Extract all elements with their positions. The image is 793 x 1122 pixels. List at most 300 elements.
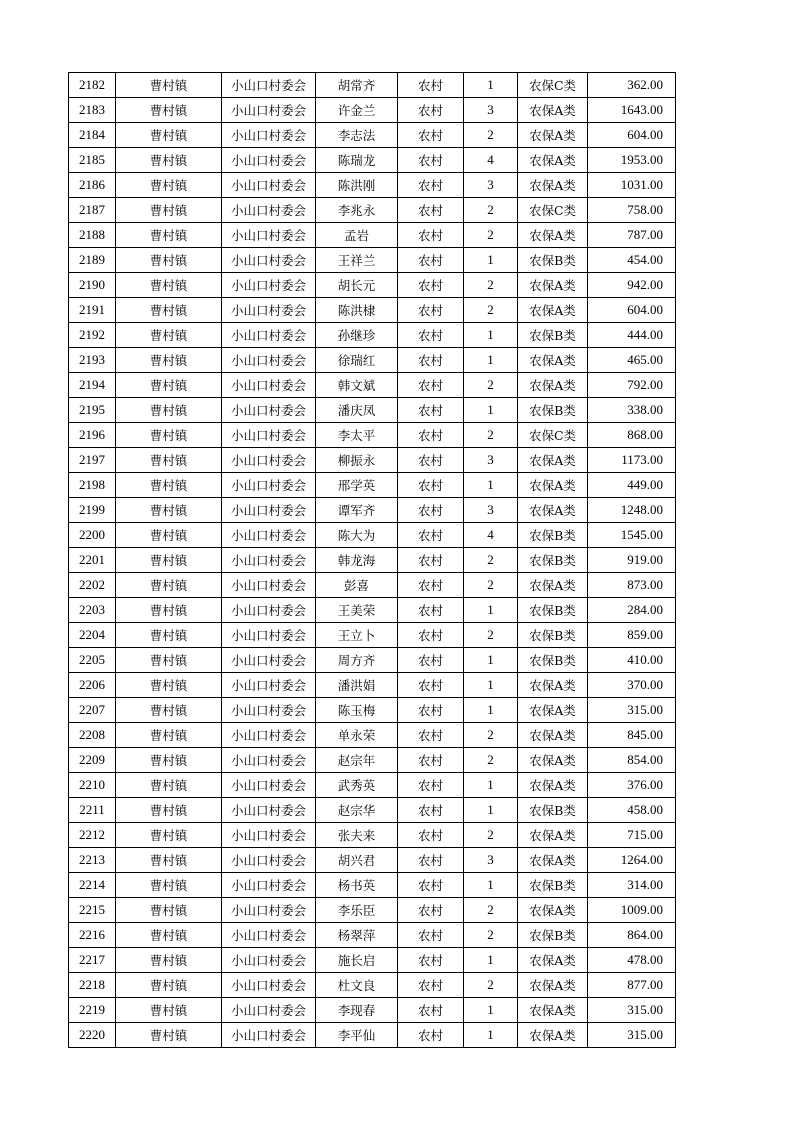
area-type-cell: 农村 (398, 848, 464, 873)
row-number-cell: 2183 (69, 98, 116, 123)
amount-cell: 1643.00 (588, 98, 676, 123)
area-type-cell: 农村 (398, 798, 464, 823)
name-cell: 陈瑞龙 (316, 148, 398, 173)
table-row (69, 498, 676, 523)
area-type-cell: 农村 (398, 348, 464, 373)
area-type-cell: 农村 (398, 498, 464, 523)
name-cell: 孙继珍 (316, 323, 398, 348)
village-committee-cell: 小山口村委会 (222, 798, 316, 823)
village-committee-cell: 小山口村委会 (222, 773, 316, 798)
town-cell: 曹村镇 (116, 623, 222, 648)
household-size-cell: 3 (464, 98, 518, 123)
household-size-cell: 2 (464, 573, 518, 598)
town-cell: 曹村镇 (116, 323, 222, 348)
name-cell: 周方齐 (316, 648, 398, 673)
category-cell: 农保A类 (518, 298, 588, 323)
household-size-cell: 1 (464, 648, 518, 673)
category-cell: 农保B类 (518, 523, 588, 548)
town-cell: 曹村镇 (116, 298, 222, 323)
category-cell: 农保A类 (518, 748, 588, 773)
name-cell: 彭喜 (316, 573, 398, 598)
table-row (69, 173, 676, 198)
amount-cell: 454.00 (588, 248, 676, 273)
amount-cell: 315.00 (588, 1023, 676, 1048)
name-cell: 单永荣 (316, 723, 398, 748)
table-row (69, 73, 676, 98)
table-row (69, 948, 676, 973)
name-cell: 李太平 (316, 423, 398, 448)
category-cell: 农保A类 (518, 948, 588, 973)
village-committee-cell: 小山口村委会 (222, 548, 316, 573)
row-number-cell: 2189 (69, 248, 116, 273)
table-row (69, 473, 676, 498)
amount-cell: 873.00 (588, 573, 676, 598)
area-type-cell: 农村 (398, 273, 464, 298)
area-type-cell: 农村 (398, 573, 464, 598)
table-row (69, 623, 676, 648)
name-cell: 徐瑞红 (316, 348, 398, 373)
category-cell: 农保C类 (518, 198, 588, 223)
table-row (69, 348, 676, 373)
town-cell: 曹村镇 (116, 98, 222, 123)
household-size-cell: 1 (464, 698, 518, 723)
town-cell: 曹村镇 (116, 848, 222, 873)
table-row (69, 723, 676, 748)
town-cell: 曹村镇 (116, 273, 222, 298)
town-cell: 曹村镇 (116, 698, 222, 723)
area-type-cell: 农村 (398, 998, 464, 1023)
area-type-cell: 农村 (398, 523, 464, 548)
amount-cell: 1953.00 (588, 148, 676, 173)
town-cell: 曹村镇 (116, 648, 222, 673)
table-row (69, 573, 676, 598)
village-committee-cell: 小山口村委会 (222, 173, 316, 198)
data-table (68, 72, 676, 1048)
village-committee-cell: 小山口村委会 (222, 148, 316, 173)
amount-cell: 478.00 (588, 948, 676, 973)
row-number-cell: 2201 (69, 548, 116, 573)
category-cell: 农保A类 (518, 698, 588, 723)
category-cell: 农保A类 (518, 823, 588, 848)
row-number-cell: 2200 (69, 523, 116, 548)
household-size-cell: 3 (464, 848, 518, 873)
amount-cell: 859.00 (588, 623, 676, 648)
table-row (69, 123, 676, 148)
amount-cell: 942.00 (588, 273, 676, 298)
amount-cell: 1248.00 (588, 498, 676, 523)
household-size-cell: 4 (464, 523, 518, 548)
category-cell: 农保B类 (518, 598, 588, 623)
village-committee-cell: 小山口村委会 (222, 973, 316, 998)
category-cell: 农保A类 (518, 448, 588, 473)
row-number-cell: 2214 (69, 873, 116, 898)
village-committee-cell: 小山口村委会 (222, 373, 316, 398)
row-number-cell: 2211 (69, 798, 116, 823)
town-cell: 曹村镇 (116, 1023, 222, 1048)
household-size-cell: 1 (464, 1023, 518, 1048)
amount-cell: 864.00 (588, 923, 676, 948)
area-type-cell: 农村 (398, 823, 464, 848)
table-row (69, 548, 676, 573)
village-committee-cell: 小山口村委会 (222, 498, 316, 523)
category-cell: 农保A类 (518, 973, 588, 998)
row-number-cell: 2203 (69, 598, 116, 623)
row-number-cell: 2196 (69, 423, 116, 448)
row-number-cell: 2219 (69, 998, 116, 1023)
area-type-cell: 农村 (398, 673, 464, 698)
name-cell: 柳振永 (316, 448, 398, 473)
town-cell: 曹村镇 (116, 823, 222, 848)
village-committee-cell: 小山口村委会 (222, 923, 316, 948)
village-committee-cell: 小山口村委会 (222, 223, 316, 248)
row-number-cell: 2193 (69, 348, 116, 373)
row-number-cell: 2216 (69, 923, 116, 948)
amount-cell: 792.00 (588, 373, 676, 398)
name-cell: 胡兴君 (316, 848, 398, 873)
amount-cell: 449.00 (588, 473, 676, 498)
row-number-cell: 2188 (69, 223, 116, 248)
row-number-cell: 2202 (69, 573, 116, 598)
category-cell: 农保C类 (518, 423, 588, 448)
name-cell: 陈玉梅 (316, 698, 398, 723)
town-cell: 曹村镇 (116, 248, 222, 273)
row-number-cell: 2220 (69, 1023, 116, 1048)
row-number-cell: 2191 (69, 298, 116, 323)
name-cell: 韩文斌 (316, 373, 398, 398)
area-type-cell: 农村 (398, 73, 464, 98)
town-cell: 曹村镇 (116, 773, 222, 798)
amount-cell: 868.00 (588, 423, 676, 448)
household-size-cell: 1 (464, 998, 518, 1023)
area-type-cell: 农村 (398, 223, 464, 248)
table-row (69, 823, 676, 848)
village-committee-cell: 小山口村委会 (222, 73, 316, 98)
household-size-cell: 2 (464, 373, 518, 398)
village-committee-cell: 小山口村委会 (222, 473, 316, 498)
category-cell: 农保B类 (518, 548, 588, 573)
name-cell: 许金兰 (316, 98, 398, 123)
table-row (69, 223, 676, 248)
name-cell: 陈洪刚 (316, 173, 398, 198)
village-committee-cell: 小山口村委会 (222, 398, 316, 423)
row-number-cell: 2204 (69, 623, 116, 648)
table-row (69, 798, 676, 823)
area-type-cell: 农村 (398, 698, 464, 723)
village-committee-cell: 小山口村委会 (222, 1023, 316, 1048)
village-committee-cell: 小山口村委会 (222, 673, 316, 698)
area-type-cell: 农村 (398, 448, 464, 473)
amount-cell: 376.00 (588, 773, 676, 798)
row-number-cell: 2187 (69, 198, 116, 223)
row-number-cell: 2206 (69, 673, 116, 698)
amount-cell: 284.00 (588, 598, 676, 623)
category-cell: 农保A类 (518, 1023, 588, 1048)
name-cell: 潘庆凤 (316, 398, 398, 423)
household-size-cell: 3 (464, 498, 518, 523)
village-committee-cell: 小山口村委会 (222, 248, 316, 273)
amount-cell: 845.00 (588, 723, 676, 748)
town-cell: 曹村镇 (116, 148, 222, 173)
category-cell: 农保A类 (518, 98, 588, 123)
row-number-cell: 2199 (69, 498, 116, 523)
name-cell: 李志法 (316, 123, 398, 148)
household-size-cell: 2 (464, 123, 518, 148)
area-type-cell: 农村 (398, 323, 464, 348)
town-cell: 曹村镇 (116, 423, 222, 448)
table-row (69, 1023, 676, 1048)
category-cell: 农保B类 (518, 873, 588, 898)
village-committee-cell: 小山口村委会 (222, 898, 316, 923)
category-cell: 农保A类 (518, 848, 588, 873)
amount-cell: 919.00 (588, 548, 676, 573)
amount-cell: 458.00 (588, 798, 676, 823)
town-cell: 曹村镇 (116, 523, 222, 548)
village-committee-cell: 小山口村委会 (222, 623, 316, 648)
category-cell: 农保A类 (518, 723, 588, 748)
household-size-cell: 1 (464, 948, 518, 973)
household-size-cell: 1 (464, 873, 518, 898)
area-type-cell: 农村 (398, 898, 464, 923)
amount-cell: 787.00 (588, 223, 676, 248)
name-cell: 杨翠萍 (316, 923, 398, 948)
area-type-cell: 农村 (398, 623, 464, 648)
village-committee-cell: 小山口村委会 (222, 698, 316, 723)
category-cell: 农保A类 (518, 673, 588, 698)
amount-cell: 758.00 (588, 198, 676, 223)
table-row (69, 148, 676, 173)
area-type-cell: 农村 (398, 548, 464, 573)
town-cell: 曹村镇 (116, 123, 222, 148)
category-cell: 农保B类 (518, 623, 588, 648)
name-cell: 张夫来 (316, 823, 398, 848)
household-size-cell: 1 (464, 323, 518, 348)
table-row (69, 298, 676, 323)
household-size-cell: 2 (464, 973, 518, 998)
name-cell: 王祥兰 (316, 248, 398, 273)
name-cell: 胡常齐 (316, 73, 398, 98)
household-size-cell: 2 (464, 423, 518, 448)
amount-cell: 1173.00 (588, 448, 676, 473)
amount-cell: 370.00 (588, 673, 676, 698)
category-cell: 农保A类 (518, 173, 588, 198)
town-cell: 曹村镇 (116, 673, 222, 698)
row-number-cell: 2186 (69, 173, 116, 198)
town-cell: 曹村镇 (116, 448, 222, 473)
name-cell: 李平仙 (316, 1023, 398, 1048)
row-number-cell: 2184 (69, 123, 116, 148)
area-type-cell: 农村 (398, 248, 464, 273)
amount-cell: 715.00 (588, 823, 676, 848)
name-cell: 杨书英 (316, 873, 398, 898)
area-type-cell: 农村 (398, 173, 464, 198)
name-cell: 王美荣 (316, 598, 398, 623)
village-committee-cell: 小山口村委会 (222, 123, 316, 148)
table-row (69, 423, 676, 448)
area-type-cell: 农村 (398, 398, 464, 423)
household-size-cell: 1 (464, 473, 518, 498)
household-size-cell: 2 (464, 548, 518, 573)
village-committee-cell: 小山口村委会 (222, 748, 316, 773)
category-cell: 农保A类 (518, 898, 588, 923)
amount-cell: 314.00 (588, 873, 676, 898)
row-number-cell: 2213 (69, 848, 116, 873)
amount-cell: 604.00 (588, 298, 676, 323)
table-row (69, 198, 676, 223)
village-committee-cell: 小山口村委会 (222, 848, 316, 873)
area-type-cell: 农村 (398, 923, 464, 948)
table-row (69, 248, 676, 273)
row-number-cell: 2208 (69, 723, 116, 748)
category-cell: 农保B类 (518, 248, 588, 273)
name-cell: 施长启 (316, 948, 398, 973)
household-size-cell: 1 (464, 598, 518, 623)
category-cell: 农保B类 (518, 398, 588, 423)
table-body (69, 73, 676, 1048)
area-type-cell: 农村 (398, 373, 464, 398)
village-committee-cell: 小山口村委会 (222, 873, 316, 898)
area-type-cell: 农村 (398, 298, 464, 323)
town-cell: 曹村镇 (116, 498, 222, 523)
amount-cell: 1031.00 (588, 173, 676, 198)
amount-cell: 1009.00 (588, 898, 676, 923)
row-number-cell: 2185 (69, 148, 116, 173)
village-committee-cell: 小山口村委会 (222, 348, 316, 373)
row-number-cell: 2190 (69, 273, 116, 298)
table-row (69, 673, 676, 698)
village-committee-cell: 小山口村委会 (222, 598, 316, 623)
amount-cell: 1264.00 (588, 848, 676, 873)
table-row (69, 998, 676, 1023)
village-committee-cell: 小山口村委会 (222, 723, 316, 748)
area-type-cell: 农村 (398, 123, 464, 148)
row-number-cell: 2217 (69, 948, 116, 973)
town-cell: 曹村镇 (116, 723, 222, 748)
town-cell: 曹村镇 (116, 923, 222, 948)
row-number-cell: 2195 (69, 398, 116, 423)
name-cell: 胡长元 (316, 273, 398, 298)
category-cell: 农保B类 (518, 648, 588, 673)
household-size-cell: 2 (464, 223, 518, 248)
town-cell: 曹村镇 (116, 198, 222, 223)
name-cell: 谭军齐 (316, 498, 398, 523)
table-row (69, 873, 676, 898)
row-number-cell: 2198 (69, 473, 116, 498)
household-size-cell: 1 (464, 773, 518, 798)
household-size-cell: 1 (464, 398, 518, 423)
area-type-cell: 农村 (398, 973, 464, 998)
category-cell: 农保A类 (518, 273, 588, 298)
village-committee-cell: 小山口村委会 (222, 523, 316, 548)
category-cell: 农保C类 (518, 73, 588, 98)
household-size-cell: 1 (464, 73, 518, 98)
amount-cell: 604.00 (588, 123, 676, 148)
village-committee-cell: 小山口村委会 (222, 648, 316, 673)
area-type-cell: 农村 (398, 598, 464, 623)
table-row (69, 448, 676, 473)
category-cell: 农保B类 (518, 323, 588, 348)
category-cell: 农保A类 (518, 348, 588, 373)
table-row (69, 698, 676, 723)
village-committee-cell: 小山口村委会 (222, 948, 316, 973)
amount-cell: 362.00 (588, 73, 676, 98)
household-size-cell: 2 (464, 623, 518, 648)
household-size-cell: 2 (464, 923, 518, 948)
table-row (69, 898, 676, 923)
category-cell: 农保B类 (518, 798, 588, 823)
category-cell: 农保A类 (518, 573, 588, 598)
row-number-cell: 2197 (69, 448, 116, 473)
town-cell: 曹村镇 (116, 973, 222, 998)
area-type-cell: 农村 (398, 198, 464, 223)
village-committee-cell: 小山口村委会 (222, 573, 316, 598)
village-committee-cell: 小山口村委会 (222, 298, 316, 323)
village-committee-cell: 小山口村委会 (222, 98, 316, 123)
household-size-cell: 3 (464, 448, 518, 473)
household-size-cell: 2 (464, 723, 518, 748)
row-number-cell: 2182 (69, 73, 116, 98)
name-cell: 孟岩 (316, 223, 398, 248)
household-size-cell: 2 (464, 748, 518, 773)
area-type-cell: 农村 (398, 148, 464, 173)
town-cell: 曹村镇 (116, 748, 222, 773)
category-cell: 农保A类 (518, 773, 588, 798)
category-cell: 农保A类 (518, 123, 588, 148)
town-cell: 曹村镇 (116, 573, 222, 598)
amount-cell: 444.00 (588, 323, 676, 348)
amount-cell: 315.00 (588, 998, 676, 1023)
village-committee-cell: 小山口村委会 (222, 823, 316, 848)
table-row (69, 398, 676, 423)
name-cell: 韩龙海 (316, 548, 398, 573)
table-row (69, 923, 676, 948)
household-size-cell: 2 (464, 823, 518, 848)
area-type-cell: 农村 (398, 748, 464, 773)
household-size-cell: 1 (464, 348, 518, 373)
village-committee-cell: 小山口村委会 (222, 198, 316, 223)
name-cell: 赵宗华 (316, 798, 398, 823)
town-cell: 曹村镇 (116, 398, 222, 423)
town-cell: 曹村镇 (116, 223, 222, 248)
category-cell: 农保A类 (518, 148, 588, 173)
table-row (69, 373, 676, 398)
table-row (69, 98, 676, 123)
household-size-cell: 2 (464, 198, 518, 223)
row-number-cell: 2210 (69, 773, 116, 798)
town-cell: 曹村镇 (116, 798, 222, 823)
row-number-cell: 2212 (69, 823, 116, 848)
town-cell: 曹村镇 (116, 948, 222, 973)
area-type-cell: 农村 (398, 948, 464, 973)
amount-cell: 1545.00 (588, 523, 676, 548)
household-size-cell: 3 (464, 173, 518, 198)
village-committee-cell: 小山口村委会 (222, 448, 316, 473)
area-type-cell: 农村 (398, 648, 464, 673)
name-cell: 李乐臣 (316, 898, 398, 923)
name-cell: 武秀英 (316, 773, 398, 798)
area-type-cell: 农村 (398, 773, 464, 798)
category-cell: 农保A类 (518, 498, 588, 523)
row-number-cell: 2192 (69, 323, 116, 348)
household-size-cell: 2 (464, 898, 518, 923)
village-committee-cell: 小山口村委会 (222, 423, 316, 448)
town-cell: 曹村镇 (116, 73, 222, 98)
area-type-cell: 农村 (398, 723, 464, 748)
name-cell: 杜文良 (316, 973, 398, 998)
table-row (69, 323, 676, 348)
category-cell: 农保A类 (518, 473, 588, 498)
name-cell: 陈洪棣 (316, 298, 398, 323)
town-cell: 曹村镇 (116, 998, 222, 1023)
